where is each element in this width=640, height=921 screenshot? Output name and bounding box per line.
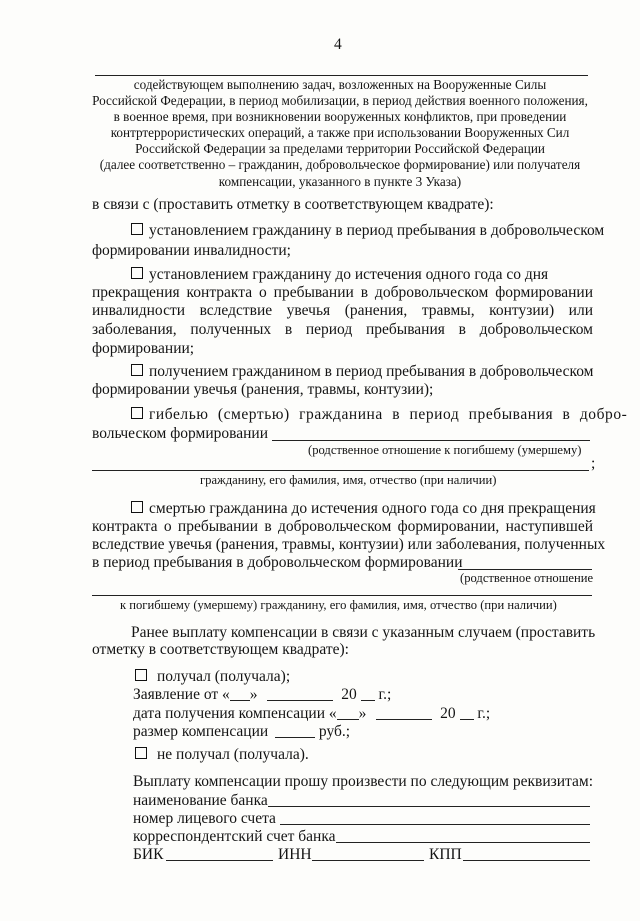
option-3-line: формировании увечья (ранения, травмы, контузии); xyxy=(92,381,434,398)
option-2-line: инвалидности вследствие увечья (ранения, травмы, контузии) или xyxy=(92,302,593,319)
account-label: номер лицевого счета xyxy=(133,810,276,827)
option-1-line: формировании инвалидности; xyxy=(92,242,291,259)
checkbox-disability[interactable] xyxy=(131,223,143,235)
prior-line: отметку в соответствующем квадрате): xyxy=(92,641,349,658)
checkbox-injury[interactable] xyxy=(131,364,143,376)
bank-name-field[interactable] xyxy=(268,806,590,807)
corr-account-field[interactable] xyxy=(336,842,590,843)
header-line: Российской Федерации, в период мобилизации, в период действия военного положения, xyxy=(92,93,588,109)
header-line: контртеррористических операций, а также при использовании Вооруженных Сил xyxy=(110,125,570,141)
received-month-field[interactable] xyxy=(376,707,432,720)
name-field-death[interactable] xyxy=(92,470,589,471)
checkbox-not-received[interactable] xyxy=(135,747,147,759)
option-5-line: контракта о пребывании в добровольческом формировании, наступившей xyxy=(92,518,593,535)
name-field-death-after[interactable] xyxy=(92,595,592,596)
amount-field[interactable] xyxy=(275,725,315,738)
relation-caption: (родственное отношение xyxy=(460,571,594,585)
not-received-line: не получал (получала). xyxy=(135,746,309,764)
page-number: 4 xyxy=(334,36,342,53)
bik-field[interactable] xyxy=(166,860,273,861)
option-2-line: заболевания, полученных в период пребывания в добровольческом xyxy=(92,321,593,338)
received-year-field[interactable] xyxy=(460,707,474,720)
checkbox-death-after-contract[interactable] xyxy=(131,501,143,513)
corr-account-label: корреспондентский счет банка xyxy=(133,828,336,845)
inn-field[interactable] xyxy=(312,860,424,861)
kpp-field[interactable] xyxy=(463,860,590,861)
header-line: Российской Федерации за пределами территории Российской Федерации xyxy=(135,141,545,157)
name-caption: к погибшему (умершему) гражданину, его фамилия, имя, отчество (при наличии) xyxy=(120,598,557,612)
header-line: в военное время, при возникновении вооруженных конфликтов, при проведении xyxy=(113,109,567,125)
checkbox-disability-after-contract[interactable] xyxy=(131,267,143,279)
option-3-line: получением гражданином в период пребывания в добровольческом xyxy=(131,363,593,381)
option-1-line: установлением гражданину в период пребывания в добровольческом xyxy=(131,222,604,240)
date-received-line: дата получения компенсации « » 20 г.; xyxy=(133,705,491,722)
bik-label: БИК xyxy=(133,846,164,863)
option-4-line: вольческом формировании xyxy=(92,425,268,442)
application-date-line: Заявление от « » 20 г.; xyxy=(133,686,392,703)
kpp-label: КПП xyxy=(429,846,462,863)
application-month-field[interactable] xyxy=(267,688,333,701)
intro-text: в связи с (проставить отметку в соответствующем квадрате): xyxy=(92,196,494,213)
header-top-rule xyxy=(95,75,588,76)
checkbox-received[interactable] xyxy=(135,669,147,681)
relation-field-death[interactable] xyxy=(272,440,590,441)
application-day-field[interactable] xyxy=(230,688,250,701)
name-caption: гражданину, его фамилия, имя, отчество (при наличии) xyxy=(200,473,497,487)
header-line: содействующем выполнению задач, возложенных на Вооруженные Силы xyxy=(133,77,547,92)
header-block xyxy=(80,77,600,190)
bank-name-label: наименование банка xyxy=(133,792,268,809)
option-2-line: прекращения контракта о пребывании в добровольческом формировании xyxy=(92,284,593,301)
header-line: компенсации, указанного в пункте 3 Указа) xyxy=(218,173,462,189)
relation-caption: (родственное отношение к погибшему (умершему) xyxy=(308,443,582,457)
received-day-field[interactable] xyxy=(337,707,359,720)
option-2-line: формировании; xyxy=(92,340,195,357)
option-2-line: установлением гражданину до истечения одного года со дня xyxy=(131,266,548,284)
relation-field-death-after[interactable] xyxy=(458,569,592,570)
option-5-line: в период пребывания в добровольческом формировании xyxy=(92,554,463,571)
header-line: (далее соответственно – гражданин, добровольческое формирование) или получателя xyxy=(99,157,581,173)
semicolon: ; xyxy=(591,455,596,472)
bank-intro: Выплату компенсации прошу произвести по следующим реквизитам: xyxy=(133,773,594,790)
option-5-line: вследствие увечья (ранения, травмы, контузии) или заболевания, полученных xyxy=(92,536,606,553)
account-field[interactable] xyxy=(280,824,590,825)
prior-line: Ранее выплату компенсации в связи с указанным случаем (проставить xyxy=(131,624,596,641)
received-line: получал (получала); xyxy=(135,668,290,686)
inn-label: ИНН xyxy=(278,846,312,863)
application-year-field[interactable] xyxy=(361,688,375,701)
amount-line: размер компенсации руб.; xyxy=(133,723,351,740)
option-4-line: гибелью (смертью) гражданина в период пребывания в добро- xyxy=(131,406,593,424)
option-5-line: смертью гражданина до истечения одного года со дня прекращения xyxy=(131,500,596,518)
checkbox-death[interactable] xyxy=(131,407,143,419)
